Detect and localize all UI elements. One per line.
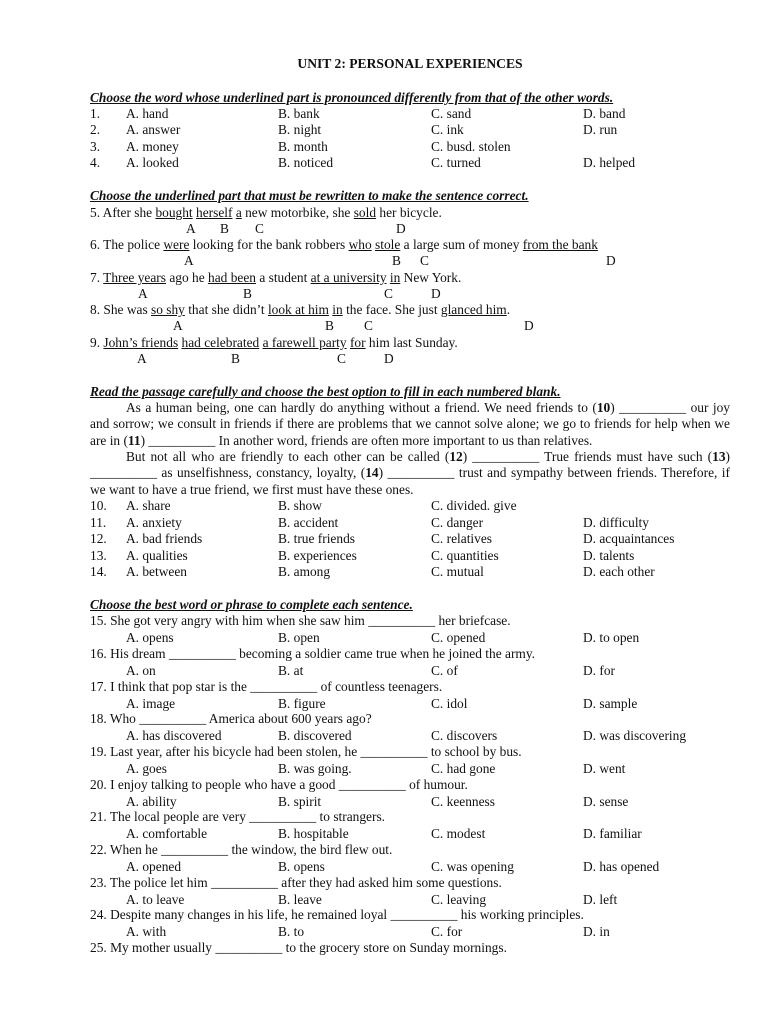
option-a: A. looked xyxy=(126,155,179,170)
sentence-9: 9. John’s friends had celebrated a farewell party for him last Sunday. xyxy=(90,335,458,350)
option-d: D. talents xyxy=(583,548,635,563)
option-d: D. went xyxy=(583,761,626,776)
option-d: D. helped xyxy=(583,155,636,170)
section-passage-heading: Read the passage carefully and choose the best option to fill in each numbered blank. xyxy=(90,384,561,399)
sentence-9-letters: A B C D xyxy=(137,351,394,366)
option-a: A. with xyxy=(126,924,167,939)
option-num: 4. xyxy=(90,155,101,170)
option-b: B. experiences xyxy=(278,548,357,563)
option-c: C. quantities xyxy=(431,548,499,563)
option-c: C. was opening xyxy=(431,859,514,874)
option-d: D. left xyxy=(583,892,618,907)
section-pronunciation-heading: Choose the word whose underlined part is pronounced differently from that of the other words. xyxy=(90,90,614,105)
question-25: 25. My mother usually __________ to the grocery store on Sunday mornings. xyxy=(90,940,507,955)
option-b: B. leave xyxy=(278,892,322,907)
option-b: B. spirit xyxy=(278,794,322,809)
question-21: 21. The local people are very __________ to strangers. xyxy=(90,809,386,824)
option-b: B. hospitable xyxy=(278,826,349,841)
option-c: C. idol xyxy=(431,696,468,711)
option-c: C. leaving xyxy=(431,892,487,907)
option-c: C. for xyxy=(431,924,463,939)
question-22: 22. When he __________ the window, the bird flew out. xyxy=(90,842,393,857)
option-num: 1. xyxy=(90,106,101,121)
option-a: A. money xyxy=(126,139,179,154)
sentence-8: 8. She was so shy that she didn’t look at him in the face. She just glanced him. xyxy=(90,302,511,317)
option-b: B. was going. xyxy=(278,761,352,776)
option-b: B. among xyxy=(278,564,331,579)
passage-item xyxy=(90,564,730,580)
option-b: B. at xyxy=(278,663,304,678)
question-15: 15. She got very angry with him when she saw him __________ her briefcase. xyxy=(90,613,511,628)
page-title: UNIT 2: PERSONAL EXPERIENCES xyxy=(297,56,523,71)
option-a: A. qualities xyxy=(126,548,188,563)
question-options xyxy=(90,859,730,875)
option-d: D. was discovering xyxy=(583,728,687,743)
option-b: B. noticed xyxy=(278,155,334,170)
question-16: 16. His dream __________ becoming a soldier came true when he joined the army. xyxy=(90,646,535,661)
option-d: D. sample xyxy=(583,696,638,711)
question-17: 17. I think that pop star is the __________ of countless teenagers. xyxy=(90,679,443,694)
option-c: C. relatives xyxy=(431,531,492,546)
option-num: 3. xyxy=(90,139,101,154)
option-d: D. familiar xyxy=(583,826,642,841)
option-num: 10. xyxy=(90,498,107,513)
option-c: C. busd. stolen xyxy=(431,139,511,154)
option-c: C. of xyxy=(431,663,458,678)
option-b: B. opens xyxy=(278,859,325,874)
option-d: D. run xyxy=(583,122,618,137)
sentence-7: 7. Three years ago he had been a student at a university in New York. xyxy=(90,270,462,285)
option-d: D. difficulty xyxy=(583,515,649,530)
option-a: A. image xyxy=(126,696,176,711)
option-c: C. ink xyxy=(431,122,464,137)
sentence-6: 6. The police were looking for the bank robbers who stole a large sum of money from the bank xyxy=(90,237,598,252)
option-c: C. turned xyxy=(431,155,481,170)
pronunciation-item xyxy=(90,155,730,171)
sentence-7-letters: A B C D xyxy=(138,286,441,301)
passage-paragraph-1: As a human being, one can hardly do anything without a friend. We need friends to (10) __________ our joy and sorrow; we consult in friends if there are problems that we cannot solve alone; we go to friends for help when we are in (11) __________ In another word, friends are often more important to us than relatives. xyxy=(90,400,730,448)
question-options xyxy=(90,761,730,777)
option-b: B. figure xyxy=(278,696,326,711)
option-num: 2. xyxy=(90,122,101,137)
option-num: 12. xyxy=(90,531,107,546)
option-num: 13. xyxy=(90,548,107,563)
question-20: 20. I enjoy talking to people who have a good __________ of humour. xyxy=(90,777,468,792)
option-a: A. bad friends xyxy=(126,531,203,546)
option-d: D. to open xyxy=(583,630,640,645)
option-a: A. share xyxy=(126,498,171,513)
option-c: C. divided. give xyxy=(431,498,517,513)
option-a: A. ability xyxy=(126,794,177,809)
option-a: A. has discovered xyxy=(126,728,222,743)
question-24: 24. Despite many changes in his life, he remained loyal __________ his working principles. xyxy=(90,907,584,922)
question-options xyxy=(90,728,730,744)
option-b: B. true friends xyxy=(278,531,355,546)
option-d: D. sense xyxy=(583,794,629,809)
question-options xyxy=(90,892,730,908)
option-b: B. open xyxy=(278,630,320,645)
question-options xyxy=(90,696,730,712)
option-c: C. had gone xyxy=(431,761,496,776)
option-num: 14. xyxy=(90,564,107,579)
option-b: B. to xyxy=(278,924,305,939)
option-a: A. anxiety xyxy=(126,515,182,530)
option-d: D. each other xyxy=(583,564,655,579)
question-19: 19. Last year, after his bicycle had been stolen, he __________ to school by bus. xyxy=(90,744,522,759)
option-b: B. night xyxy=(278,122,322,137)
pronunciation-item xyxy=(90,139,730,155)
option-a: A. between xyxy=(126,564,187,579)
pronunciation-item xyxy=(90,122,730,138)
passage-item xyxy=(90,498,730,514)
question-options xyxy=(90,826,730,842)
question-18: 18. Who __________ America about 600 years ago? xyxy=(90,711,372,726)
option-c: C. sand xyxy=(431,106,472,121)
option-b: B. accident xyxy=(278,515,339,530)
option-c: C. opened xyxy=(431,630,486,645)
option-b: B. bank xyxy=(278,106,320,121)
option-d: D. has opened xyxy=(583,859,660,874)
option-a: A. comfortable xyxy=(126,826,208,841)
section-error-heading: Choose the underlined part that must be rewritten to make the sentence correct. xyxy=(90,188,529,203)
option-c: C. discovers xyxy=(431,728,498,743)
question-options xyxy=(90,794,730,810)
option-c: C. mutual xyxy=(431,564,484,579)
option-a: A. goes xyxy=(126,761,167,776)
sentence-5-letters: A B C D xyxy=(186,221,406,236)
option-num: 11. xyxy=(90,515,107,530)
passage-item xyxy=(90,531,730,547)
option-a: A. on xyxy=(126,663,156,678)
option-b: B. show xyxy=(278,498,322,513)
option-a: A. opens xyxy=(126,630,174,645)
option-d: D. band xyxy=(583,106,626,121)
option-c: C. danger xyxy=(431,515,484,530)
question-23: 23. The police let him __________ after they had asked him some questions. xyxy=(90,875,502,890)
option-a: A. opened xyxy=(126,859,182,874)
option-a: A. to leave xyxy=(126,892,185,907)
section-best-word-heading: Choose the best word or phrase to complete each sentence. xyxy=(90,597,413,612)
option-d: D. in xyxy=(583,924,610,939)
option-d: D. acquaintances xyxy=(583,531,675,546)
option-b: B. month xyxy=(278,139,328,154)
pronunciation-item xyxy=(90,106,730,122)
option-c: C. modest xyxy=(431,826,486,841)
sentence-8-letters: A B C D xyxy=(173,318,534,333)
passage-paragraph-2: But not all who are friendly to each other can be called (12) __________ True friends must have such (13) __________ as unselfishness, constancy, loyalty, (14) __________ trust and sympathy between friends. Therefore, if we want to have a true friend, we first must have these ones. xyxy=(90,449,730,497)
option-b: B. discovered xyxy=(278,728,352,743)
passage-item xyxy=(90,515,730,531)
option-c: C. keenness xyxy=(431,794,495,809)
question-options xyxy=(90,924,730,940)
question-options xyxy=(90,630,730,646)
sentence-6-letters: A B C D xyxy=(184,253,616,268)
sentence-5: 5. After she bought herself a new motorbike, she sold her bicycle. xyxy=(90,205,442,220)
option-a: A. hand xyxy=(126,106,169,121)
question-options xyxy=(90,663,730,679)
option-d: D. for xyxy=(583,663,615,678)
passage-item xyxy=(90,548,730,564)
option-a: A. answer xyxy=(126,122,181,137)
